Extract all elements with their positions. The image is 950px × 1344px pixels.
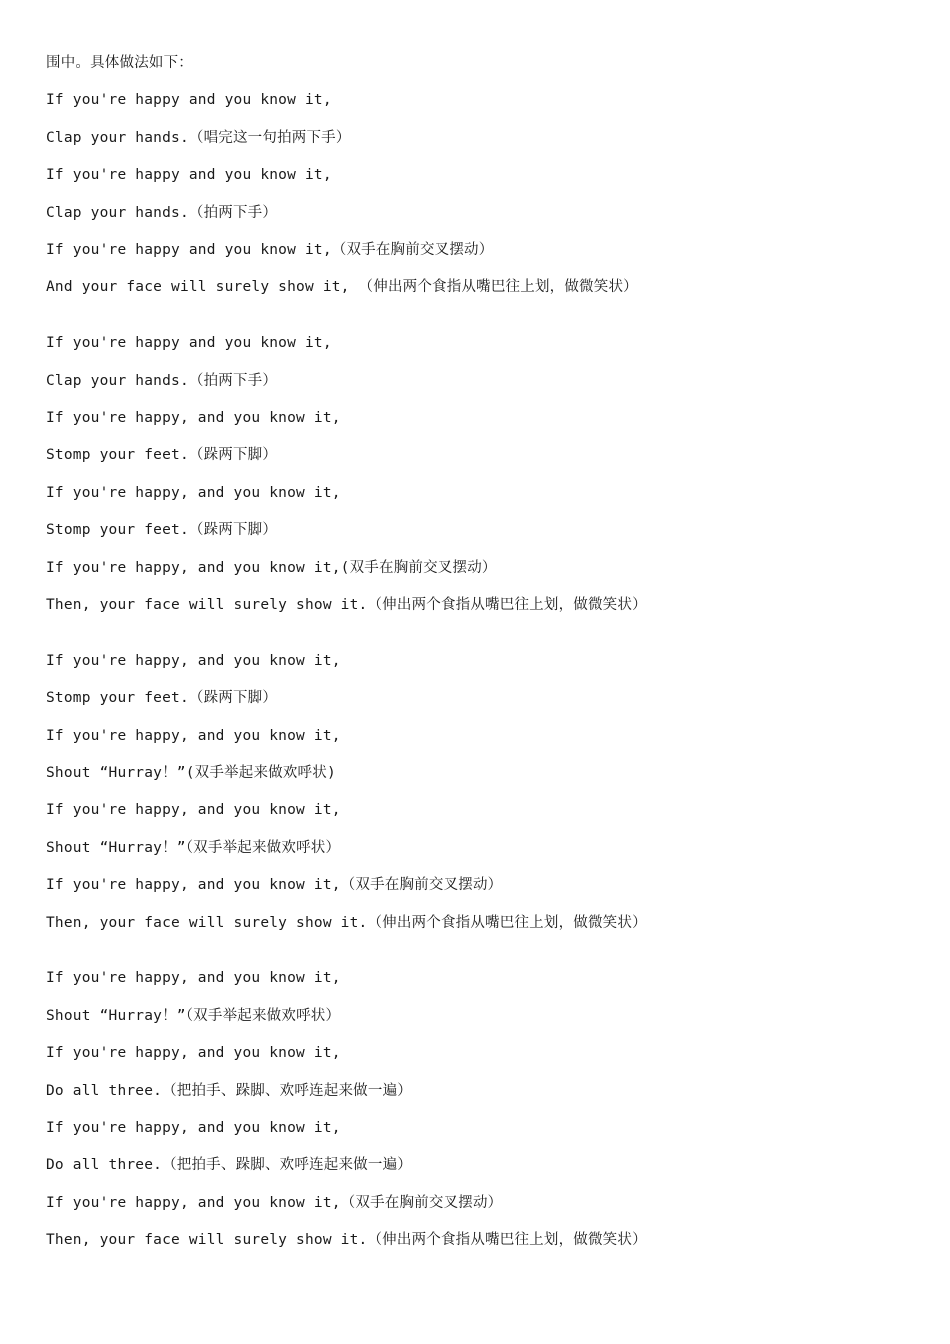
text-line: If you're happy, and you know it, bbox=[46, 1045, 341, 1062]
text-line: If you're happy and you know it, bbox=[46, 92, 332, 109]
paragraph-gap bbox=[46, 947, 926, 966]
text-line: Then, your face will surely show it.（伸出两个食指从嘴巴往上划，做微笑状） bbox=[46, 914, 647, 931]
text-line: 围中。具体做法如下： bbox=[46, 55, 193, 71]
document-page bbox=[46, 50, 926, 1265]
text-line: Stomp your feet.（跺两下脚） bbox=[46, 522, 278, 539]
text-line: If you're happy, and you know it, bbox=[46, 410, 341, 427]
text-line: Do all three.（把拍手、跺脚、欢呼连起来做一遍） bbox=[46, 1082, 412, 1099]
text-line: Shout “Hurray！”（双手举起来做欢呼状） bbox=[46, 1007, 341, 1024]
text-line: Do all three.（把拍手、跺脚、欢呼连起来做一遍） bbox=[46, 1157, 412, 1174]
text-line: If you're happy, and you know it, bbox=[46, 727, 341, 744]
text-line: If you're happy, and you know it, bbox=[46, 1120, 341, 1137]
text-line: If you're happy, and you know it, bbox=[46, 652, 341, 669]
text-line: If you're happy, and you know it,（双手在胸前交叉摆动） bbox=[46, 1194, 503, 1211]
text-line: If you're happy and you know it,（双手在胸前交叉摆动） bbox=[46, 241, 494, 258]
text-line: If you're happy and you know it, bbox=[46, 335, 332, 352]
text-line: Stomp your feet.（跺两下脚） bbox=[46, 447, 278, 464]
text-line: Clap your hands.（拍两下手） bbox=[46, 204, 278, 221]
text-line: If you're happy, and you know it, bbox=[46, 970, 341, 987]
text-line: And your face will surely show it, （伸出两个食指从嘴巴往上划，做微笑状） bbox=[46, 279, 638, 296]
text-line: Shout “Hurray！”（双手举起来做欢呼状） bbox=[46, 839, 341, 856]
text-line: If you're happy, and you know it,（双手在胸前交叉摆动） bbox=[46, 877, 503, 894]
paragraph-gap bbox=[46, 629, 926, 648]
text-line: If you're happy, and you know it, bbox=[46, 484, 341, 501]
text-line: Then, your face will surely show it.（伸出两个食指从嘴巴往上划，做微笑状） bbox=[46, 596, 647, 613]
text-line: If you're happy, and you know it,(双手在胸前交叉摆动） bbox=[46, 559, 497, 576]
text-line: Then, your face will surely show it.（伸出两个食指从嘴巴往上划，做微笑状） bbox=[46, 1232, 647, 1249]
text-line: Shout “Hurray！”(双手举起来做欢呼状) bbox=[46, 765, 336, 782]
text-line: If you're happy and you know it, bbox=[46, 167, 332, 184]
text-line: Clap your hands.（拍两下手） bbox=[46, 372, 278, 389]
paragraph-gap bbox=[46, 312, 926, 331]
text-line: Clap your hands.（唱完这一句拍两下手） bbox=[46, 129, 351, 146]
text-line: Stomp your feet.（跺两下脚） bbox=[46, 690, 278, 707]
text-line: If you're happy, and you know it, bbox=[46, 802, 341, 819]
